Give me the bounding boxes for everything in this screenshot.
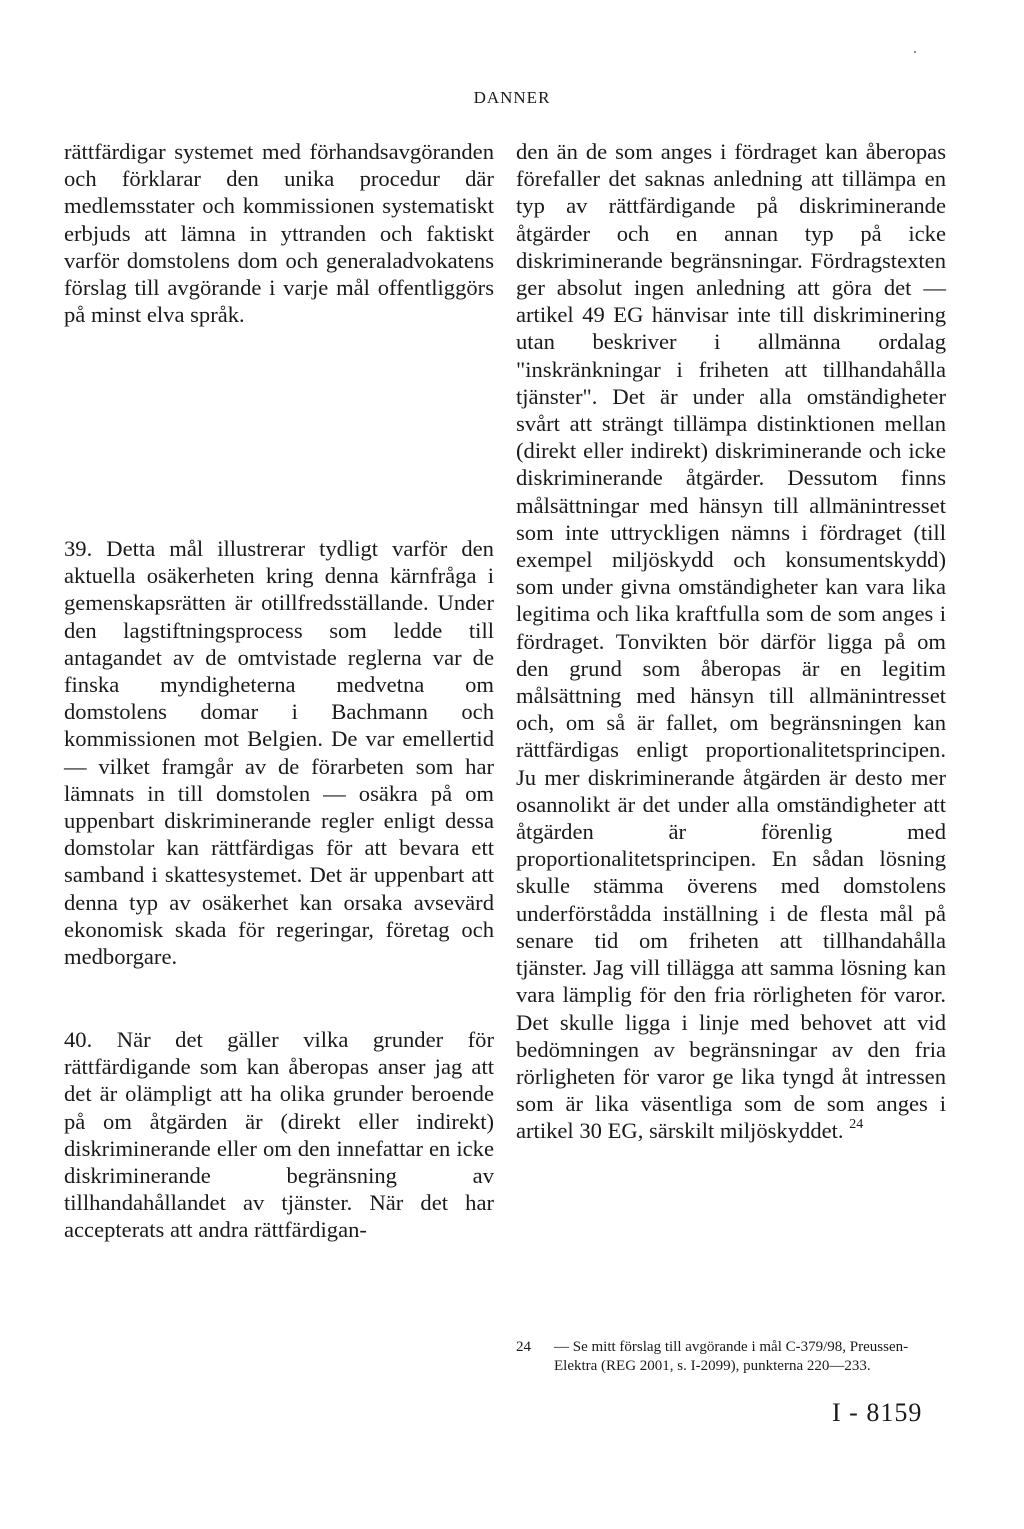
paragraph-text: När det gäller vilka grunder för rättfärdigande som kan åberopas anser jag att det är olämpligt att ha olika grunder beroende på om åtgärden är (direkt eller indirekt) diskriminerande eller om den innefattar en icke diskriminerande begränsning av tillhandahållandet av tjänster. När det har accepterats att andra rättfärdigan- [64, 1027, 494, 1243]
paragraph-text: den än de som anges i fördraget kan åberopas förefaller det saknas anledning att tillämpa en typ av rättfärdigande på diskriminerande åtgärder och en annan typ på icke diskriminerande begränsningar. Fördragstexten ger absolut ingen anledning att göra det — artikel 49 EG hänvisar inte till diskriminering utan beskriver i allmänna ordalag "inskränkningar i friheten att tillhandahålla tjänster". Det är under alla omständigheter svårt att strängt tillämpa distinktionen mellan (direkt eller indirekt) diskriminerande och icke diskriminerande åtgärder. Dessutom finns målsättningar med hänsyn till allmänintresset som inte uttryckligen nämns i fördraget (till exempel miljöskydd och konsumentskydd) som under givna omständigheter kan vara lika legitima och lika kraftfulla som de som anges i fördraget. Tonvikten bör därför ligga på om den grund som åberopas är en legitim målsättning med hänsyn till allmänintresset och, om så är fallet, om begränsningen kan rättfärdigas enligt proportionalitetsprincipen. Ju mer diskriminerande åtgärden är desto mer osannolikt är det under alla omständigheter att åtgärden är förenlig med proportionalitetsprincipen. En sådan lösning skulle stämma överens med domstolens underförstådda inställning i de flesta mål på senare tid om friheten att tillhandahålla tjänster. Jag vill tillägga att samma lösning kan vara lämplig för den fria rörligheten för varor. Det skulle ligga i linje med behovet att vid bedömningen av begränsningar av den fria rörligheten för varor ge lika tyngd åt intressen som är lika väsentliga som de som anges i artikel 30 EG, särskilt miljöskyddet. [516, 139, 946, 1144]
footnote-number: 24 [516, 1339, 531, 1355]
left-column [64, 138, 494, 328]
scan-speck [914, 51, 916, 53]
paragraph-number: 39. [64, 536, 93, 561]
footnote-24 [516, 1338, 926, 1376]
paragraph-38-continued: rättfärdigar systemet med förhandsavgöranden och förklarar den unika procedur där medlemsstater och kommissionen systematiskt erbjuds att lämna in yttranden och faktiskt varför domstolens dom och generaladvokatens förslag till avgörande i varje mål offentliggörs på minst elva språk. [64, 139, 494, 328]
footnote-line: Elektra (REG 2001, s. I-2099), punkterna 220—233. [554, 1358, 871, 1374]
running-header: DANNER [473, 88, 551, 107]
paragraph-40 [64, 1026, 494, 1244]
page-number: I - 8159 [832, 1398, 923, 1427]
paragraph-text: Detta mål illustrerar tydligt varför den aktuella osäkerheten kring denna kärnfråga i gemenskapsrätten är otillfredsställande. Under den lagstiftningsprocess som ledde till antagandet av de omtvistade reglerna var de finska myndigheterna medvetna om domstolens domar i Bachmann och kommissionen mot Belgien. De var emellertid — vilket framgår av de förarbeten som har lämnats in till domstolen — osäkra på om uppenbart diskriminerande regler enligt dessa domstolar kan rättfärdigas för att bevara ett samband i skattesystemet. Det är uppenbart att denna typ av osäkerhet kan orsaka avsevärd ekonomisk skada för regeringar, företag och medborgare. [64, 536, 494, 970]
paragraph-39 [64, 535, 494, 970]
footnote-reference[interactable]: 24 [849, 1117, 864, 1133]
footnote-line: — Se mitt förslag till avgörande i mål C-379/98, Preussen- [554, 1339, 909, 1355]
paragraph-number: 40. [64, 1027, 93, 1052]
right-column [516, 138, 946, 1145]
